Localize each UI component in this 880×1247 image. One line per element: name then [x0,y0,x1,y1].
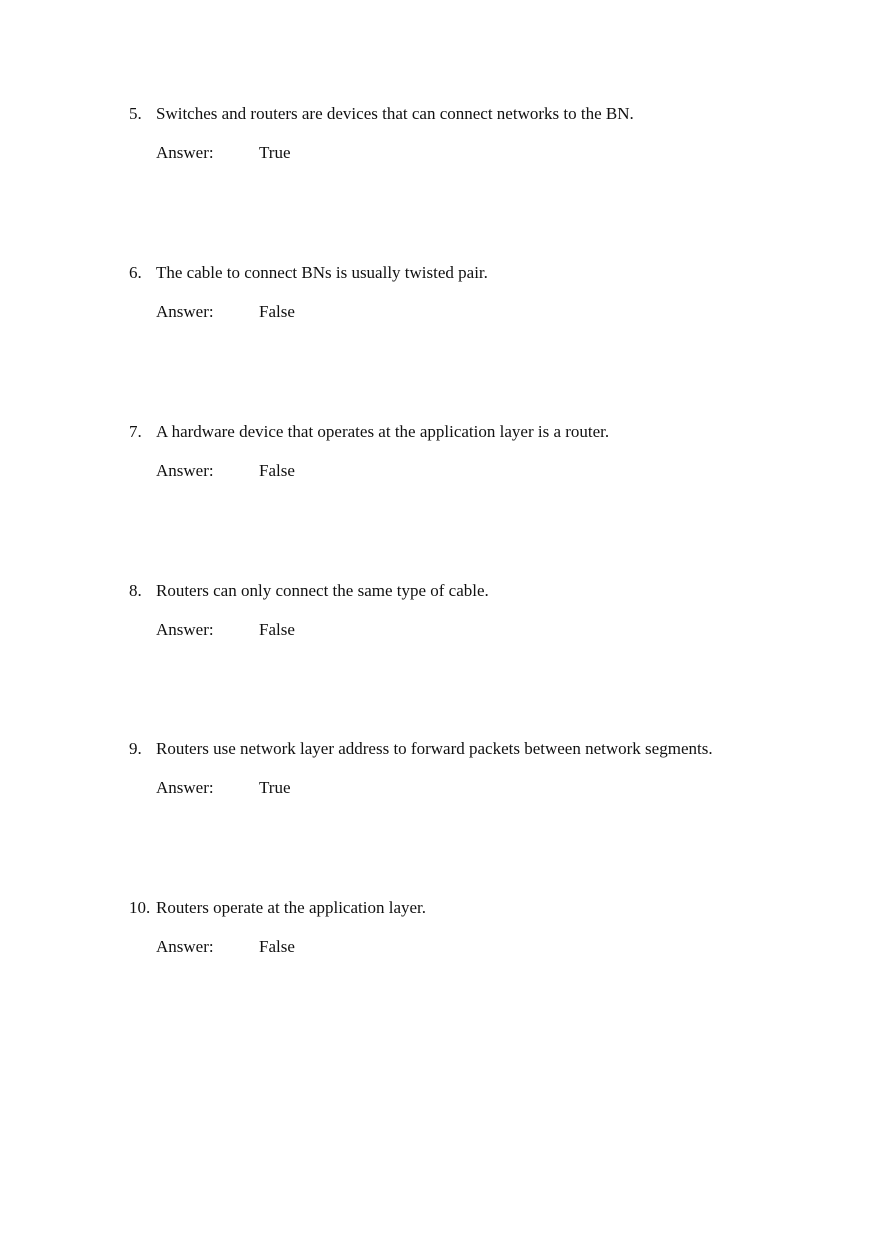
answer-value: True [259,143,291,162]
question-text: The cable to connect BNs is usually twisted pair. [156,263,488,282]
answer-value: False [259,620,295,639]
question-item [0,103,880,163]
question-item [0,580,880,640]
question-text: Switches and routers are devices that can connect networks to the BN. [156,104,634,123]
question-number: 9. [129,739,142,758]
answer-label: Answer: [156,143,214,162]
question-number: 6. [129,263,142,282]
question-number: 5. [129,104,142,123]
answer-value: False [259,302,295,321]
question-text: Routers can only connect the same type of cable. [156,581,489,600]
question-text: Routers use network layer address to forward packets between network segments. [156,739,713,758]
question-text: A hardware device that operates at the application layer is a router. [156,422,610,441]
answer-label: Answer: [156,302,214,321]
question-number: 8. [129,581,142,600]
question-number: 10. [129,898,151,917]
answer-label: Answer: [156,461,214,480]
answer-value: True [259,778,291,797]
question-item [0,421,880,481]
question-item [0,738,880,798]
answer-value: False [259,461,295,480]
answer-label: Answer: [156,620,214,639]
question-number: 7. [129,422,142,441]
answer-value: False [259,937,295,956]
answer-label: Answer: [156,937,214,956]
question-item [0,262,880,322]
answer-label: Answer: [156,778,214,797]
question-item [0,897,880,957]
question-text: Routers operate at the application layer. [156,898,427,917]
